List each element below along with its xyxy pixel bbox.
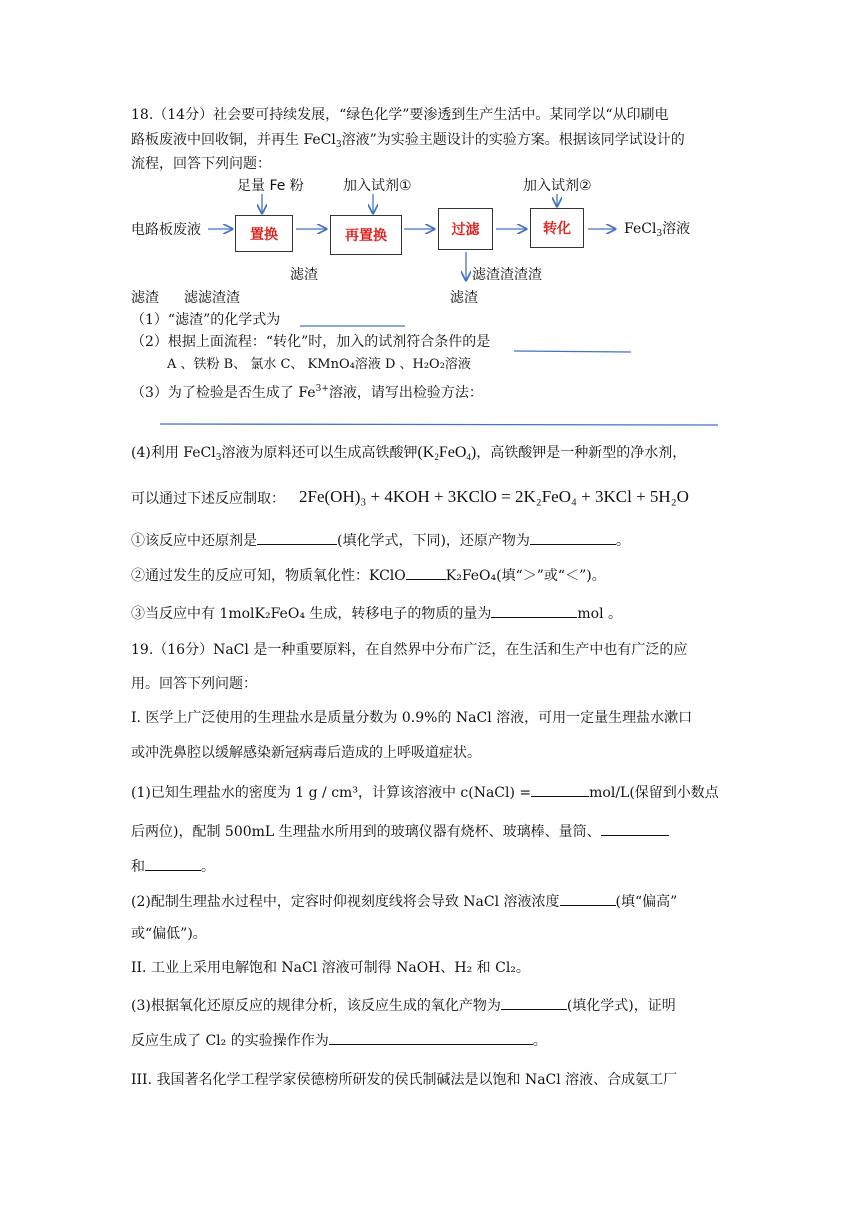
q19-line2: 用。回答下列问题：: [131, 676, 257, 692]
reaction-equation: 2Fe(OH)₃ + 4KOH + 3KClO = 2K₂FeO₄ + 3KCl + 5H₂O: [299, 487, 689, 506]
q18-sub1: ①该反应中还原剂是 (填化学式，下同)，还原产物为 。: [131, 530, 630, 550]
answer-line-2: [514, 351, 631, 352]
q19-q3-line2: 反应生成了 Cl₂ 的实验操作作为 。: [131, 1030, 547, 1050]
label-reagent-1: 加入试剂①: [343, 178, 412, 194]
flow-arrows: [0, 0, 860, 440]
q19-q1-line3: 和 。: [131, 856, 215, 876]
label-reagent-2: 加入试剂②: [523, 178, 592, 194]
q18-options: A 、铁粉 B、 氯水 C、 KMnO₄溶液 D 、H₂O₂溶液: [167, 357, 471, 372]
label-residue-right: 滤渣渣渣渣: [472, 267, 542, 283]
answer-line-3: [160, 424, 718, 425]
q19-part-i-line1: I. 医学上广泛使用的生理盐水是质量分数为 0.9%的 NaCl 溶液，可用一定量生理盐水漱口: [131, 710, 693, 726]
q18-intro-line1: 18.（14分）社会要可持续发展，“绿色化学”要渗透到生产生活中。某同学以“从印刷电: [131, 107, 669, 123]
label-fe-powder: 足量 Fe 粉: [237, 178, 304, 194]
q19-line1: 19.（16分）NaCl 是一种重要原料，在自然界中分布广泛，在生活和生产中也有广泛的应: [131, 642, 688, 658]
q19-q1-line2: 后两位)，配制 500mL 生理盐水所用到的玻璃仪器有烧杯、玻璃棒、量筒、: [131, 821, 669, 841]
box-replace: 置换: [235, 215, 293, 252]
q19-q2-line1: (2)配制生理盐水过程中，定容时仰视刻度线将会导致 NaCl 溶液浓度 (填“偏高”: [131, 891, 677, 911]
label-fecl3-solution: FeCl$_3$溶液: [624, 221, 691, 239]
q18-reaction-line: 可以通过下述反应制取：: [131, 491, 285, 507]
label-waste-liquid: 电路板废液: [131, 222, 201, 238]
q18-part2: （2）根据上面流程：“转化”时，加入的试剂符合条件的是: [131, 334, 491, 350]
q19-part-ii: II. 工业上采用电解饱和 NaCl 溶液可制得 NaOH、H₂ 和 Cl₂。: [131, 960, 530, 976]
label-residue-bottom: 滤渣: [450, 290, 478, 306]
q18-part4: (4)利用 FeCl$_3$溶液为原料还可以生成高铁酸钾$(K_2FeO_4)$，高铁酸钾是一种新型的净水剂，: [131, 444, 687, 463]
q18-intro-line2: 路板废液中回收铜，并再生 FeCl$_3$溶液”为实验主题设计的实验方案。根据该同学试设计的: [131, 132, 685, 150]
q19-part-i-line2: 或冲洗鼻腔以缓解感染新冠病毒后造成的上呼吸道症状。: [131, 745, 481, 761]
q19-q1-line1: (1)已知生理盐水的密度为 1 g / cm³，计算该溶液中 c(NaCl) = mol/L(保留到小数点: [131, 782, 719, 802]
q18-intro-line3: 流程，回答下列问题：: [131, 156, 271, 172]
box-convert: 转化: [530, 208, 584, 248]
q18-sub2: ②通过发生的反应可知，物质氧化性：KClO K₂FeO₄(填“＞”或“＜”)。: [131, 565, 606, 585]
q19-q3-line1: (3)根据氧化还原反应的规律分析，该反应生成的氧化产物为 (填化学式)，证明: [131, 995, 676, 1015]
label-residue-left2: 滤滤渣渣: [184, 290, 240, 306]
label-residue-mid: 滤渣: [290, 267, 318, 283]
q18-part3: （3）为了检验是否生成了 $Fe^{3+}$溶液，请写出检验方法：: [131, 384, 483, 401]
q19-q2-line2: 或“偏低”)。: [131, 926, 207, 942]
label-residue-left1: 滤渣: [131, 290, 159, 306]
q18-part1: （1）“滤渣”的化学式为: [131, 312, 281, 328]
q19-part-iii: III. 我国著名化学工程学家侯德榜所研发的侯氏制碱法是以饱和 NaCl 溶液、合成氨工厂: [131, 1072, 678, 1088]
box-filter: 过滤: [438, 208, 493, 250]
q18-sub3: ③当反应中有 1molK₂FeO₄ 生成，转移电子的物质的量为 mol 。: [131, 603, 622, 623]
box-re-replace: 再置换: [330, 215, 402, 255]
